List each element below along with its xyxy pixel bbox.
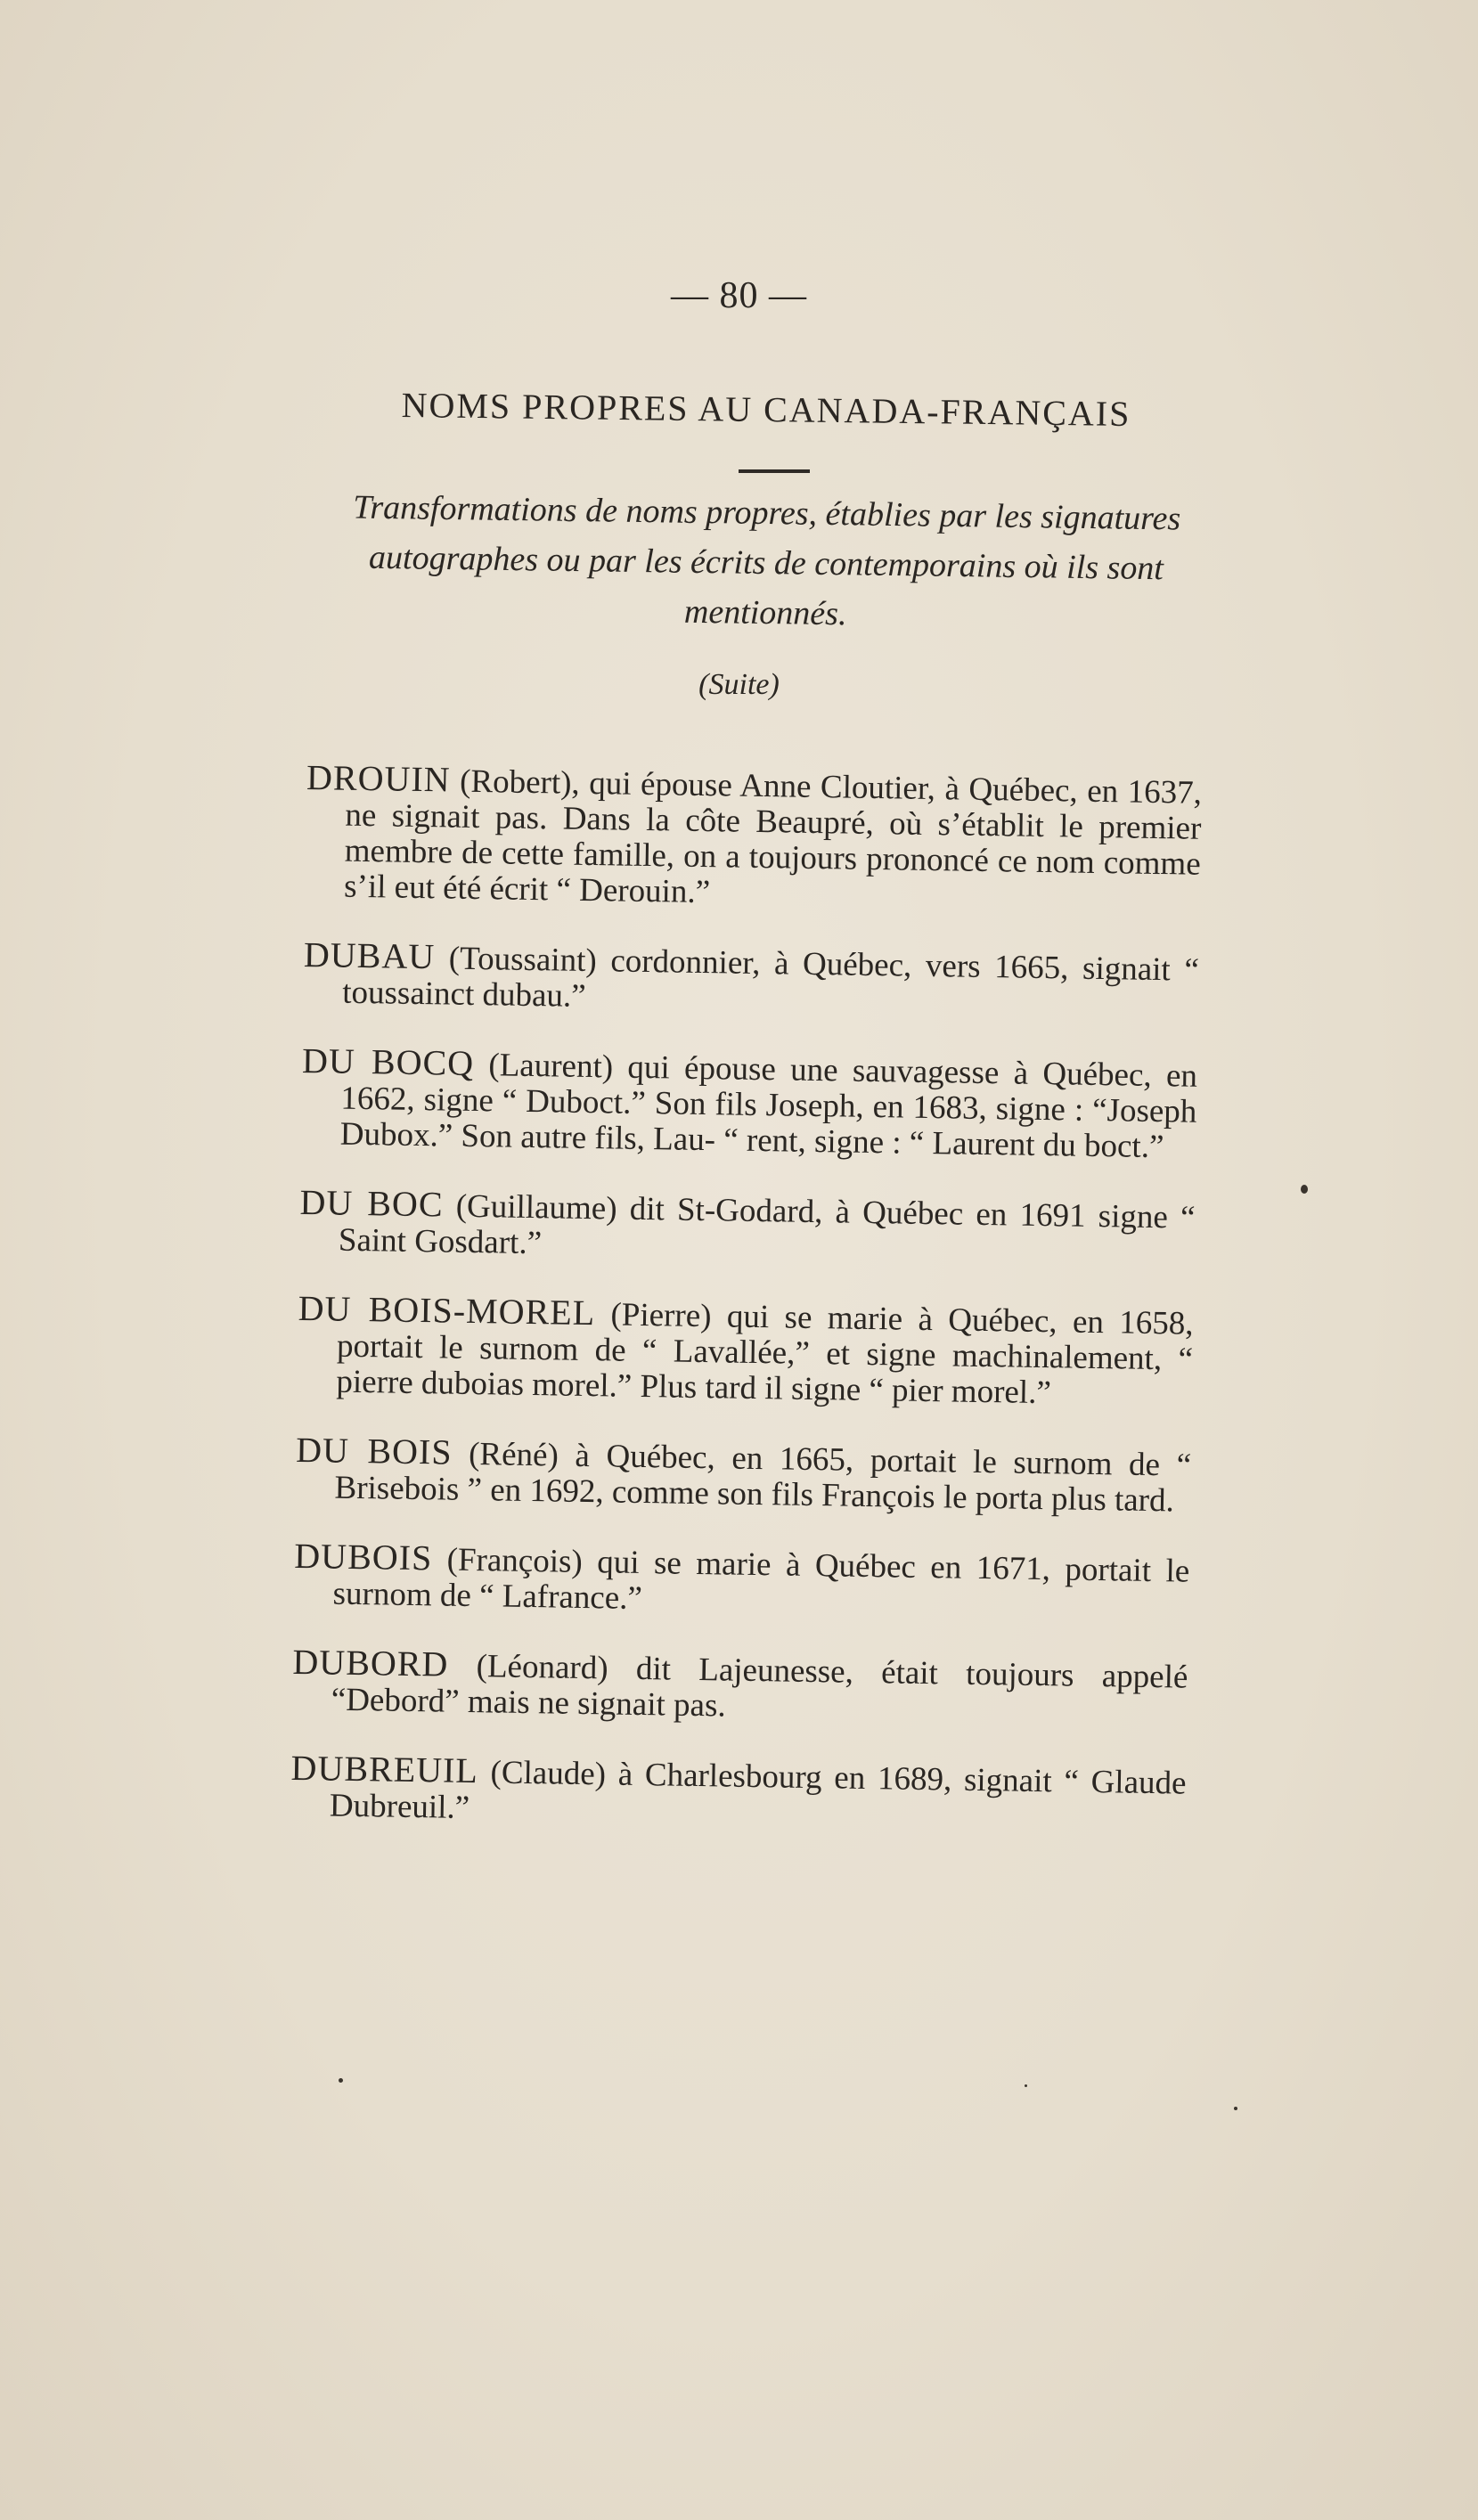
paper-speck xyxy=(1025,2084,1027,2087)
entry-text: (Toussaint) cordonnier, à Québec, vers 1665, signait “ toussainct dubau.” xyxy=(341,940,1200,1015)
continuation-label: (Suite) xyxy=(698,668,780,701)
entry xyxy=(292,1641,1188,1732)
entry-name: DUBORD xyxy=(292,1641,449,1684)
entry-name: DU BOC xyxy=(299,1181,444,1225)
paper-speck xyxy=(1234,2107,1237,2110)
entry xyxy=(295,1429,1192,1520)
entry-name: DROUIN xyxy=(306,756,451,800)
entry-name: DUBAU xyxy=(303,934,436,977)
entry-text: (Réné) à Québec, en 1665, portait le surnom de “ Brisebois ” en 1692, comme son fils François le porta plus tard. xyxy=(334,1435,1192,1520)
chapter-subtitle: Transformations de noms propres, établies par les signatures autographes ou par les écrits de contemporains où ils sont mentionnés. xyxy=(353,488,1181,633)
entry-text: (Robert), qui épouse Anne Cloutier, à Québec, en 1637, ne signait pas. Dans la côte Beaupré, où s’établit le premier membre de cette famille, on a toujours prononcé ce nom comme s’il eut été écrit “ Derouin.” xyxy=(343,763,1203,911)
entry xyxy=(290,1747,1187,1838)
entry xyxy=(293,1535,1190,1626)
entry-list xyxy=(290,727,1202,1848)
entry-name: DUBREUIL xyxy=(290,1747,479,1791)
entry-name: DU BOIS-MOREL xyxy=(298,1287,596,1333)
page-number: — 80 — xyxy=(671,275,807,316)
entry-text: (Guillaume) dit St-Godard, à Québec en 1691 signe “ Saint Gosdart.” xyxy=(338,1187,1196,1262)
title-divider xyxy=(739,469,810,473)
entry-name: DUBOIS xyxy=(294,1535,433,1578)
entry-text: (Léonard) dit Lajeunesse, était toujours appelé “Debord” mais ne signait pas. xyxy=(331,1647,1188,1725)
entry-text: (Laurent) qui épouse une sauvagesse à Québec, en 1662, signe “ Duboct.” Son fils Joseph, en 1683, signe : “Joseph Dubox.” Son autre fils, Lau- “ rent, signe : “ Laurent du boct.” xyxy=(339,1046,1198,1166)
entry-text: (Pierre) qui se marie à Québec, en 1658, portait le surnom de “ Lavallée,” et signe machinalement, “ pierre duboias morel.” Plus tard il signe “ pier morel.” xyxy=(336,1296,1194,1412)
entry-name: DU BOCQ xyxy=(301,1040,475,1083)
entry xyxy=(301,1040,1198,1166)
chapter-title: NOMS PROPRES AU CANADA-FRANÇAIS xyxy=(401,384,1131,435)
entry xyxy=(299,1181,1196,1272)
entry xyxy=(297,1287,1194,1414)
entry-name: DU BOIS xyxy=(295,1429,453,1472)
entry xyxy=(303,934,1200,1024)
paper-speck xyxy=(1301,1185,1308,1194)
paper-speck xyxy=(339,2078,343,2083)
entry xyxy=(305,756,1203,918)
entry-text: (François) qui se marie à Québec en 1671, portait le surnom de “ Lafrance.” xyxy=(332,1541,1190,1618)
entry-text: (Claude) à Charlesbourg en 1689, signait “ Glaude Dubreuil.” xyxy=(329,1754,1187,1827)
